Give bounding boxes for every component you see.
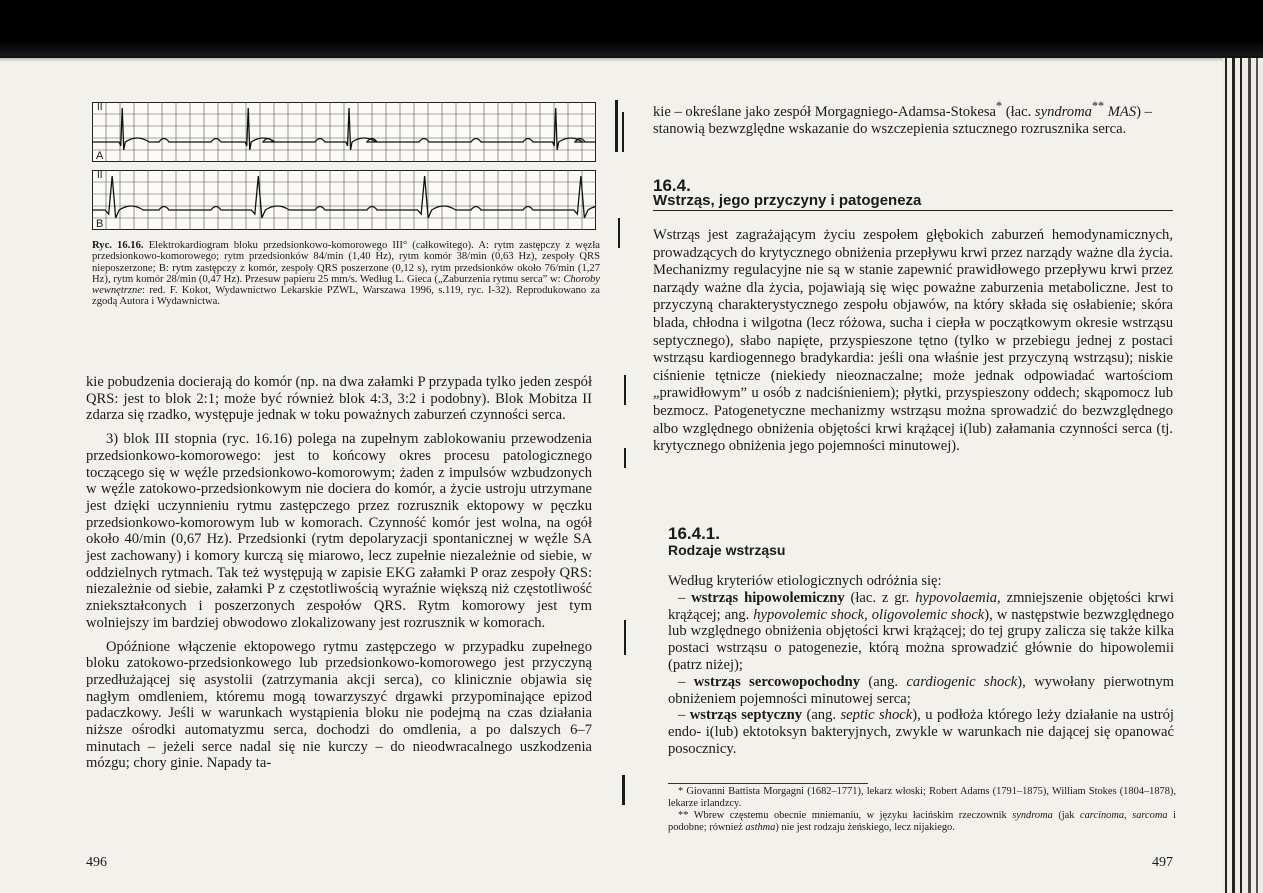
ecg-grid [92,170,596,230]
ecg-trace-a [92,102,596,162]
margin-mark [622,775,625,805]
section-rule [653,210,1173,211]
page-number-right: 497 [1152,855,1173,870]
margin-mark [622,112,624,152]
term-hypovolemic: wstrząs hipowolemiczny [691,589,845,606]
term-septic: wstrząs septyczny [689,707,803,724]
mas-text-b: (łac. [1002,103,1035,120]
subsection-title: Rodzaje wstrząsu [668,542,786,558]
book-spine-edge [1223,58,1263,893]
ecg-panel-label-b: B [96,218,104,230]
list-item [668,674,1174,708]
list-text: ), u podłoża którego leży działanie na ustrój endo- i(lub) ektotoksyn bakteryjnych, zwykle w warunkach nie dającej się opanować posocznicy. [668,707,1174,757]
list-italic: cardiogenic shock [906,673,1018,690]
mas-text-a: kie – określane jako zespół Morgagniego-Adamsa-Stokesa [653,103,996,120]
list-dash: – [678,707,690,724]
scan-top-shadow [0,0,1263,58]
subsection-number: 16.4.1. [668,524,720,543]
left-paragraph-3: Opóźnione włączenie ektopowego rytmu zastępczego w przypadku zupełnego bloku zatokowo-przedsionkowego lub przedsionkowo-komorowego jest przyczyną przedłużającej się asystolii (zatrzymania akcji serca), co klinicznie objawia się nagłym omdleniem, któremu mogą towarzyszyć drgawki przypominające epizod padaczkowy. Jeśli w warunkach wystąpienia bloku nie podejmą na czas działania niższe ośrodki automatyzmu serca, dochodzi do omdlenia, a po dalszych 6–7 minutach – jeżeli serce nadal się nie kurczy – do nieodwracalnego uszkodzenia mózgu; chory ginie. Napady ta- [86,638,592,772]
caption-book-title: Choroby wewnętrzne [92,273,600,297]
list-intro: Według kryteriów etiologicznych odróżnia się: [668,573,942,589]
figure-number: Ryc. 16.16. [92,240,144,251]
list-item [668,707,1174,757]
mas-text-d: ) – stanowią bezwzględne wskazanie do wszczepienia sztucznego rozrusznika serca. [653,103,1152,137]
footnote-text: (jak [1052,810,1080,821]
footnote-text: ) nie jest rodzaju żeńskiego, lecz nijakiego. [775,822,955,833]
caption-text: Elektrokardiogram bloku przedsionkowo-komorowego III° (całkowitego). A: rytm zastępczy z węzła przedsionkowo-komorowego; rytm przedsionków 84/min (1,40 Hz), rytm komór 38/min (0,63 Hz), zespoły QRS nieposzerzone; B: rytm zastępczy z komór, zespoły QRS poszerzone (0,12 s), rytm przedsionków około 76/min (1,27 Hz), rytm komór 28/min (0,47 Hz). Przesuw papieru 25 mm/s. Według L. Gieca („Zaburzenia rytmu serca” w: [92,240,601,285]
footnote-italic: syndroma [1012,810,1053,821]
left-paragraph-1: kie pobudzenia docierają do komór (np. na dwa załamki P przypada tylko jeden zespół QRS: jest to blok 2:1; może być również blok 4:3, 3:2 i podobny). Blok Mobitza II zdarza się rzadko, występuje jednak w toku poważnych zaburzeń czynności serca. [86,374,593,424]
term-cardiogenic: wstrząs sercowopochodny [693,673,860,690]
margin-mark [618,218,620,248]
margin-mark [615,100,618,152]
list-italic: hypovolemic shock, oligovolemic shock [753,606,985,623]
figure-caption [92,240,600,308]
ecg-lead-label-b: II [97,170,103,181]
footnote-ref-2: ** [1091,99,1105,113]
mas-italic-mas: MAS [1107,103,1137,120]
margin-mark [624,375,626,405]
footnote-italic: carcinoma, sarcoma [1080,810,1168,821]
right-page-top-text [653,98,1173,137]
left-paragraph-2: 3) blok III stopnia (ryc. 16.16) polega na zupełnym zablokowaniu przewodzenia przedsionkowo-komorowego: jest to końcowy okres procesu patologicznego toczącego się w węźle przedsionkowo-komorowym; żaden z impulsów wzbudzonych w węźle zatokowo-przedsionkowym nie dociera do komór, a życie ustroju utrzymane jest dzięki uczynnieniu rytmu zastępczego przez rozrusznik ektopowy w pęczku przedsionkowo-komorowym lub w komorach. Czynność komór jest wolna, na ogół około 40/min (0,67 Hz). Przedsionki (rytm depolaryzacji spontanicznej w węźle SA jest zachowany) i komory kurczą się miarowo, lecz zupełnie niezależnie od siebie, w oddzielnych rytmach. Tak też występują w zapisie EKG załamki P oraz zespoły QRS: niezależnie od siebie, załamki P z częstotliwością wyraźnie większą niż częstotliwość zniekształconych i poszerzonych zespołów QRS. Rytm komorowy jest tym wolniejszy im bardziej obwodowo zlokalizowany jest rozrusznik w komorach. [86,431,592,631]
list-text: (łac. z gr. [844,589,916,606]
ecg-trace-b [92,170,596,230]
margin-mark [624,620,626,655]
section-number: 16.4. [653,176,691,195]
list-text: zmniejszenie objętości krwi krążącej; ang. [668,589,1174,623]
footnotes [668,786,1176,834]
ecg-strip-a [92,102,596,162]
left-page-body [86,374,592,779]
list-text: ), wywołany pierwotnym obniżeniem pojemności minutowej serca; [668,673,1174,707]
page-number-left: 496 [86,855,107,870]
footnote-italic: asthma [745,822,776,833]
section-title: Wstrząs, jego przyczyny i patogeneza [653,192,922,209]
list-text: (ang. [802,707,841,724]
footnote-text: ** Wbrew częstemu obecnie mniemaniu, w języku łacińskim rzeczownik [678,810,1013,821]
margin-mark [624,448,626,468]
list-text: ), w następstwie bezwzględnego lub względnego obniżenia objętości krwi krążącej; do tej grupy zalicza się także kilka postaci wstrząsu o patogenezie, którą można sprowadzić głównie do hipowolemii (patrz niżej); [668,606,1175,673]
ecg-strip-b [92,170,596,230]
footnote-1: * Giovanni Battista Morgagni (1682–1771), lekarz włoski; Robert Adams (1791–1875), William Stokes (1804–1878), lekarze irlandzcy. [668,786,1176,809]
footnote-2 [668,810,1176,834]
footnote-text: i podobne; również [668,810,1176,833]
shock-types-list [668,573,1174,758]
caption-source: : red. F. Kokot, Wydawnictwo Lekarskie PZWL, Warszawa 1996, s.119, ryc. I-32). Reprodukowano za zgodą Autora i Wydawnictwa. [92,285,600,308]
ecg-panel-label-a: A [96,150,104,162]
list-dash: – [678,673,694,690]
list-italic: hypovolaemia, [915,589,1001,606]
footnote-rule [668,783,868,784]
ecg-lead-label-a: II [97,102,103,113]
mas-italic-syndroma: syndroma [1034,103,1092,120]
list-dash: – [678,589,692,606]
list-item [668,590,1174,674]
ecg-grid [92,102,596,162]
list-text: (ang. [860,673,907,690]
list-italic: septic shock [840,707,913,724]
footnote-ref-1: * [996,99,1003,113]
shock-definition-paragraph: Wstrząs jest zagrażającym życiu zespołem głębokich zaburzeń hemodynamicznych, prowadzących do krytycznego obniżenia przepływu krwi przez narządy ważne dla życia. Mechanizmy regulacyjne nie są w stanie zapewnić prawidłowego przepływu krwi przez narządy ważne dla życia, pojawiają się więc poważne zaburzenia metaboliczne. Jest to przyczyną charakterystycznego zespołu objawów, na który składa się osłabienie; skóra blada, chłodna i wilgotna (lecz różowa, sucha i ciepła w początkowym okresie wstrząsu septycznego), słabo napięte, przyspieszone tętno (tylko w przebiegu jednej z postaci wstrząsu kardiogennego bradykardia: jeśli ona właśnie jest przyczyną wstrząsu); niskie ciśnienie tętnicze (niekiedy nieoznaczalne; może jednak odpowiadać wartościom „prawidłowym” u osób z nadciśnieniem); płytki, przyspieszony oddech; skąpomocz lub bezmocz. Patogenetyczne mechanizmy wstrząsu można sprowadzić do bezwzględnego albo względnego obniżenia objętości krwi krążącej i(lub) załamania czynności serca (tj. krytycznego obniżenia jego pojemności minutowej). [653,227,1173,455]
